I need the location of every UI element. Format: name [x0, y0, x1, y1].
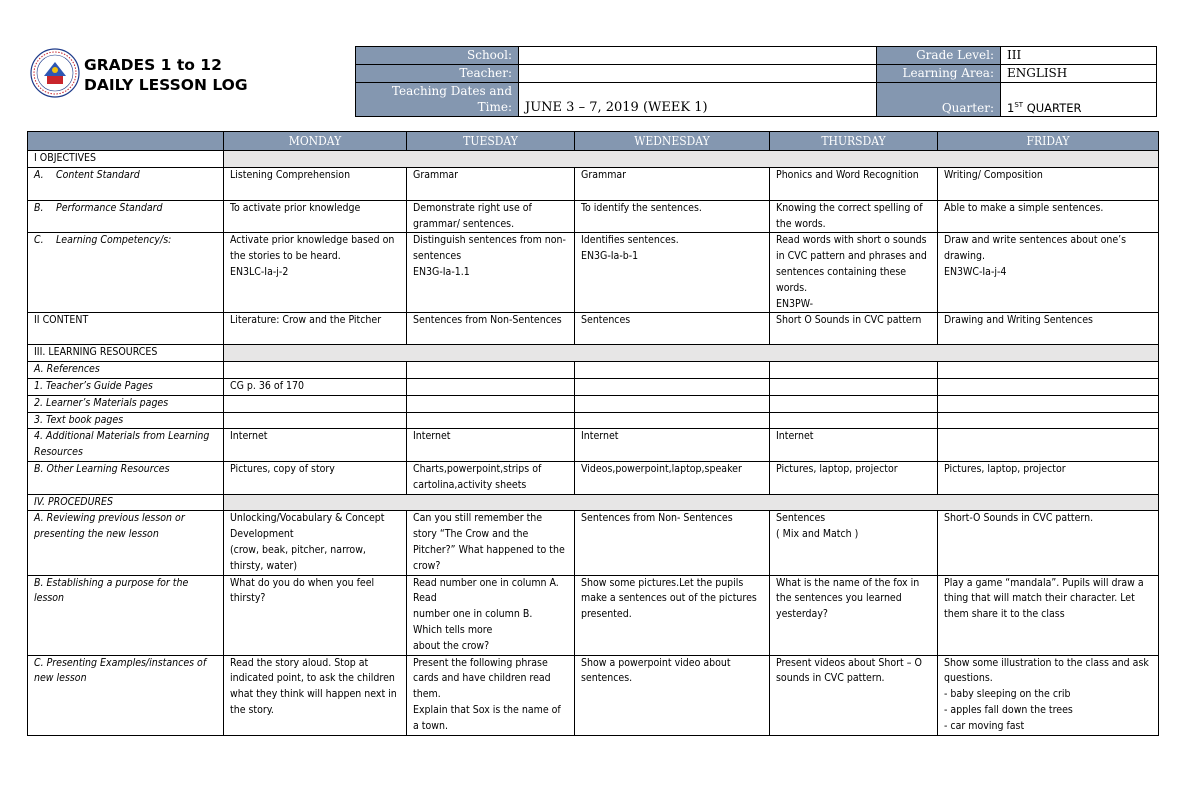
content-standard-monday: Listening Comprehension	[224, 167, 407, 200]
textbook-pages-row	[28, 412, 1159, 429]
content-row	[28, 313, 1159, 345]
content-tuesday: Sentences from Non-Sentences	[407, 313, 575, 345]
other-resources-monday: Pictures, copy of story	[224, 461, 407, 494]
resources-row	[28, 345, 1159, 362]
references-monday	[224, 362, 407, 379]
additional-materials-row	[28, 429, 1159, 462]
performance-standard-monday: To activate prior knowledge	[224, 200, 407, 233]
dates-label-line-2: Time:	[477, 100, 512, 114]
content-standard-wednesday: Grammar	[575, 167, 770, 200]
additional-materials-label: 4. Additional Materials from Learning Resources	[28, 429, 224, 462]
materials-pages-thursday	[770, 395, 938, 412]
quarter-label: Quarter:	[877, 83, 1001, 117]
days-header-row	[28, 132, 1159, 151]
content-friday: Drawing and Writing Sentences	[938, 313, 1159, 345]
learning-area-value: ENGLISH	[1001, 65, 1157, 83]
school-label: School:	[356, 47, 519, 65]
materials-pages-label: 2. Learner’s Materials pages	[28, 395, 224, 412]
additional-materials-monday: Internet	[224, 429, 407, 462]
references-row	[28, 362, 1159, 379]
quarter-number: 1	[1007, 101, 1015, 115]
references-thursday	[770, 362, 938, 379]
other-resources-wednesday: Videos,powerpoint,laptop,speaker	[575, 461, 770, 494]
guide-pages-monday: CG p. 36 of 170	[224, 378, 407, 395]
textbook-pages-wednesday	[575, 412, 770, 429]
guide-pages-label: 1. Teacher’s Guide Pages	[28, 378, 224, 395]
purpose-friday: Play a game “mandala”. Pupils will draw a thing that will match their character. Let them share it to the class	[938, 575, 1159, 655]
performance-standard-label	[28, 200, 224, 233]
dates-label	[356, 83, 519, 117]
materials-pages-row	[28, 395, 1159, 412]
day-monday: MONDAY	[224, 132, 407, 151]
reviewing-label: A. Reviewing previous lesson or presenting the new lesson	[28, 511, 224, 575]
dates-value: JUNE 3 – 7, 2019 (WEEK 1)	[519, 83, 877, 117]
learning-area-label: Learning Area:	[877, 65, 1001, 83]
materials-pages-friday	[938, 395, 1159, 412]
competency-monday: Activate prior knowledge based on the stories to be heard. EN3LC-Ia-j-2	[224, 233, 407, 313]
resources-heading: III. LEARNING RESOURCES	[28, 345, 224, 362]
reviewing-friday: Short-O Sounds in CVC pattern.	[938, 511, 1159, 575]
materials-pages-wednesday	[575, 395, 770, 412]
references-wednesday	[575, 362, 770, 379]
presenting-friday: Show some illustration to the class and ask questions. - baby sleeping on the crib - apples fall down the trees - car moving fast	[938, 655, 1159, 735]
performance-standard-friday: Able to make a simple sentences.	[938, 200, 1159, 233]
day-wednesday: WEDNESDAY	[575, 132, 770, 151]
purpose-thursday: What is the name of the fox in the sentences you learned yesterday?	[770, 575, 938, 655]
dates-label-line-1: Teaching Dates and	[391, 84, 512, 98]
title-line-2: DAILY LESSON LOG	[84, 76, 248, 94]
presenting-tuesday: Present the following phrase cards and have children read them. Explain that Sox is the name of a town.	[407, 655, 575, 735]
content-monday: Literature: Crow and the Pitcher	[224, 313, 407, 345]
competency-friday: Draw and write sentences about one’s drawing. EN3WC-Ia-j-4	[938, 233, 1159, 313]
purpose-wednesday: Show some pictures.Let the pupils make a sentences out of the pictures presented.	[575, 575, 770, 655]
references-tuesday	[407, 362, 575, 379]
additional-materials-tuesday: Internet	[407, 429, 575, 462]
content-standard-text: Content Standard	[56, 168, 140, 181]
references-friday	[938, 362, 1159, 379]
content-standard-thursday: Phonics and Word Recognition	[770, 167, 938, 200]
header-info-table	[355, 46, 1157, 117]
content-standard-friday: Writing/ Composition	[938, 167, 1159, 200]
teacher-label: Teacher:	[356, 65, 519, 83]
presenting-label: C. Presenting Examples/instances of new lesson	[28, 655, 224, 735]
lesson-log-table	[27, 131, 1159, 736]
resources-shade	[224, 345, 1159, 362]
title-line-1: GRADES 1 to 12	[84, 56, 222, 74]
presenting-wednesday: Show a powerpoint video about sentences.	[575, 655, 770, 735]
objectives-row	[28, 151, 1159, 168]
competency-label	[28, 233, 224, 313]
deped-seal-logo	[30, 48, 80, 98]
competency-text: Learning Competency/s:	[56, 234, 172, 247]
school-value	[519, 47, 877, 65]
content-standard-label	[28, 167, 224, 200]
performance-standard-letter: B.	[34, 201, 44, 214]
day-tuesday: TUESDAY	[407, 132, 575, 151]
content-standard-row	[28, 167, 1159, 200]
materials-pages-monday	[224, 395, 407, 412]
procedures-row	[28, 494, 1159, 511]
teacher-value	[519, 65, 877, 83]
other-resources-tuesday: Charts,powerpoint,strips of cartolina,activity sheets	[407, 461, 575, 494]
presenting-thursday: Present videos about Short – O sounds in CVC pattern.	[770, 655, 938, 735]
other-resources-label: B. Other Learning Resources	[28, 461, 224, 494]
content-standard-tuesday: Grammar	[407, 167, 575, 200]
other-resources-friday: Pictures, laptop, projector	[938, 461, 1159, 494]
references-heading: A. References	[28, 362, 224, 379]
grade-level-value: III	[1001, 47, 1157, 65]
competency-tuesday: Distinguish sentences from non-sentences EN3G-Ia-1.1	[407, 233, 575, 313]
day-thursday: THURSDAY	[770, 132, 938, 151]
textbook-pages-friday	[938, 412, 1159, 429]
guide-pages-row	[28, 378, 1159, 395]
content-wednesday: Sentences	[575, 313, 770, 345]
content-thursday: Short O Sounds in CVC pattern	[770, 313, 938, 345]
purpose-monday: What do you do when you feel thirsty?	[224, 575, 407, 655]
purpose-label: B. Establishing a purpose for the lesson	[28, 575, 224, 655]
purpose-tuesday: Read number one in column A. Read number one in column B. Which tells more about the crow?	[407, 575, 575, 655]
objectives-shade	[224, 151, 1159, 168]
performance-standard-text: Performance Standard	[56, 201, 163, 214]
grade-level-label: Grade Level:	[877, 47, 1001, 65]
textbook-pages-label: 3. Text book pages	[28, 412, 224, 429]
performance-standard-row	[28, 200, 1159, 233]
document-title	[84, 55, 248, 95]
textbook-pages-tuesday	[407, 412, 575, 429]
other-resources-thursday: Pictures, laptop, projector	[770, 461, 938, 494]
presenting-row	[28, 655, 1159, 735]
guide-pages-thursday	[770, 378, 938, 395]
additional-materials-friday	[938, 429, 1159, 462]
additional-materials-wednesday: Internet	[575, 429, 770, 462]
materials-pages-tuesday	[407, 395, 575, 412]
competency-row	[28, 233, 1159, 313]
performance-standard-tuesday: Demonstrate right use of grammar/ sentences.	[407, 200, 575, 233]
day-friday: FRIDAY	[938, 132, 1159, 151]
reviewing-tuesday: Can you still remember the story “The Crow and the Pitcher?” What happened to the crow?	[407, 511, 575, 575]
other-resources-row	[28, 461, 1159, 494]
competency-thursday: Read words with short o sounds in CVC pattern and phrases and sentences containing these words. EN3PW-	[770, 233, 938, 313]
reviewing-wednesday: Sentences from Non- Sentences	[575, 511, 770, 575]
quarter-rest: QUARTER	[1023, 101, 1082, 115]
reviewing-monday: Unlocking/Vocabulary & Concept Development (crow, beak, pitcher, narrow, thirsty, water)	[224, 511, 407, 575]
competency-letter: C.	[34, 234, 44, 247]
guide-pages-wednesday	[575, 378, 770, 395]
content-standard-letter: A.	[34, 168, 44, 181]
objectives-heading: I OBJECTIVES	[28, 151, 224, 168]
reviewing-thursday: Sentences ( Mix and Match )	[770, 511, 938, 575]
textbook-pages-monday	[224, 412, 407, 429]
additional-materials-thursday: Internet	[770, 429, 938, 462]
guide-pages-tuesday	[407, 378, 575, 395]
guide-pages-friday	[938, 378, 1159, 395]
performance-standard-thursday: Knowing the correct spelling of the words.	[770, 200, 938, 233]
competency-wednesday: Identifies sentences. EN3G-Ia-b-1	[575, 233, 770, 313]
reviewing-row	[28, 511, 1159, 575]
performance-standard-wednesday: To identify the sentences.	[575, 200, 770, 233]
quarter-value	[1001, 83, 1157, 117]
purpose-row	[28, 575, 1159, 655]
procedures-heading: IV. PROCEDURES	[28, 494, 224, 511]
quarter-suffix: ST	[1014, 101, 1024, 110]
presenting-monday: Read the story aloud. Stop at indicated point, to ask the children what they think will happen next in the story.	[224, 655, 407, 735]
textbook-pages-thursday	[770, 412, 938, 429]
procedures-shade	[224, 494, 1159, 511]
days-header-blank	[28, 132, 224, 151]
content-label: II CONTENT	[28, 313, 224, 345]
